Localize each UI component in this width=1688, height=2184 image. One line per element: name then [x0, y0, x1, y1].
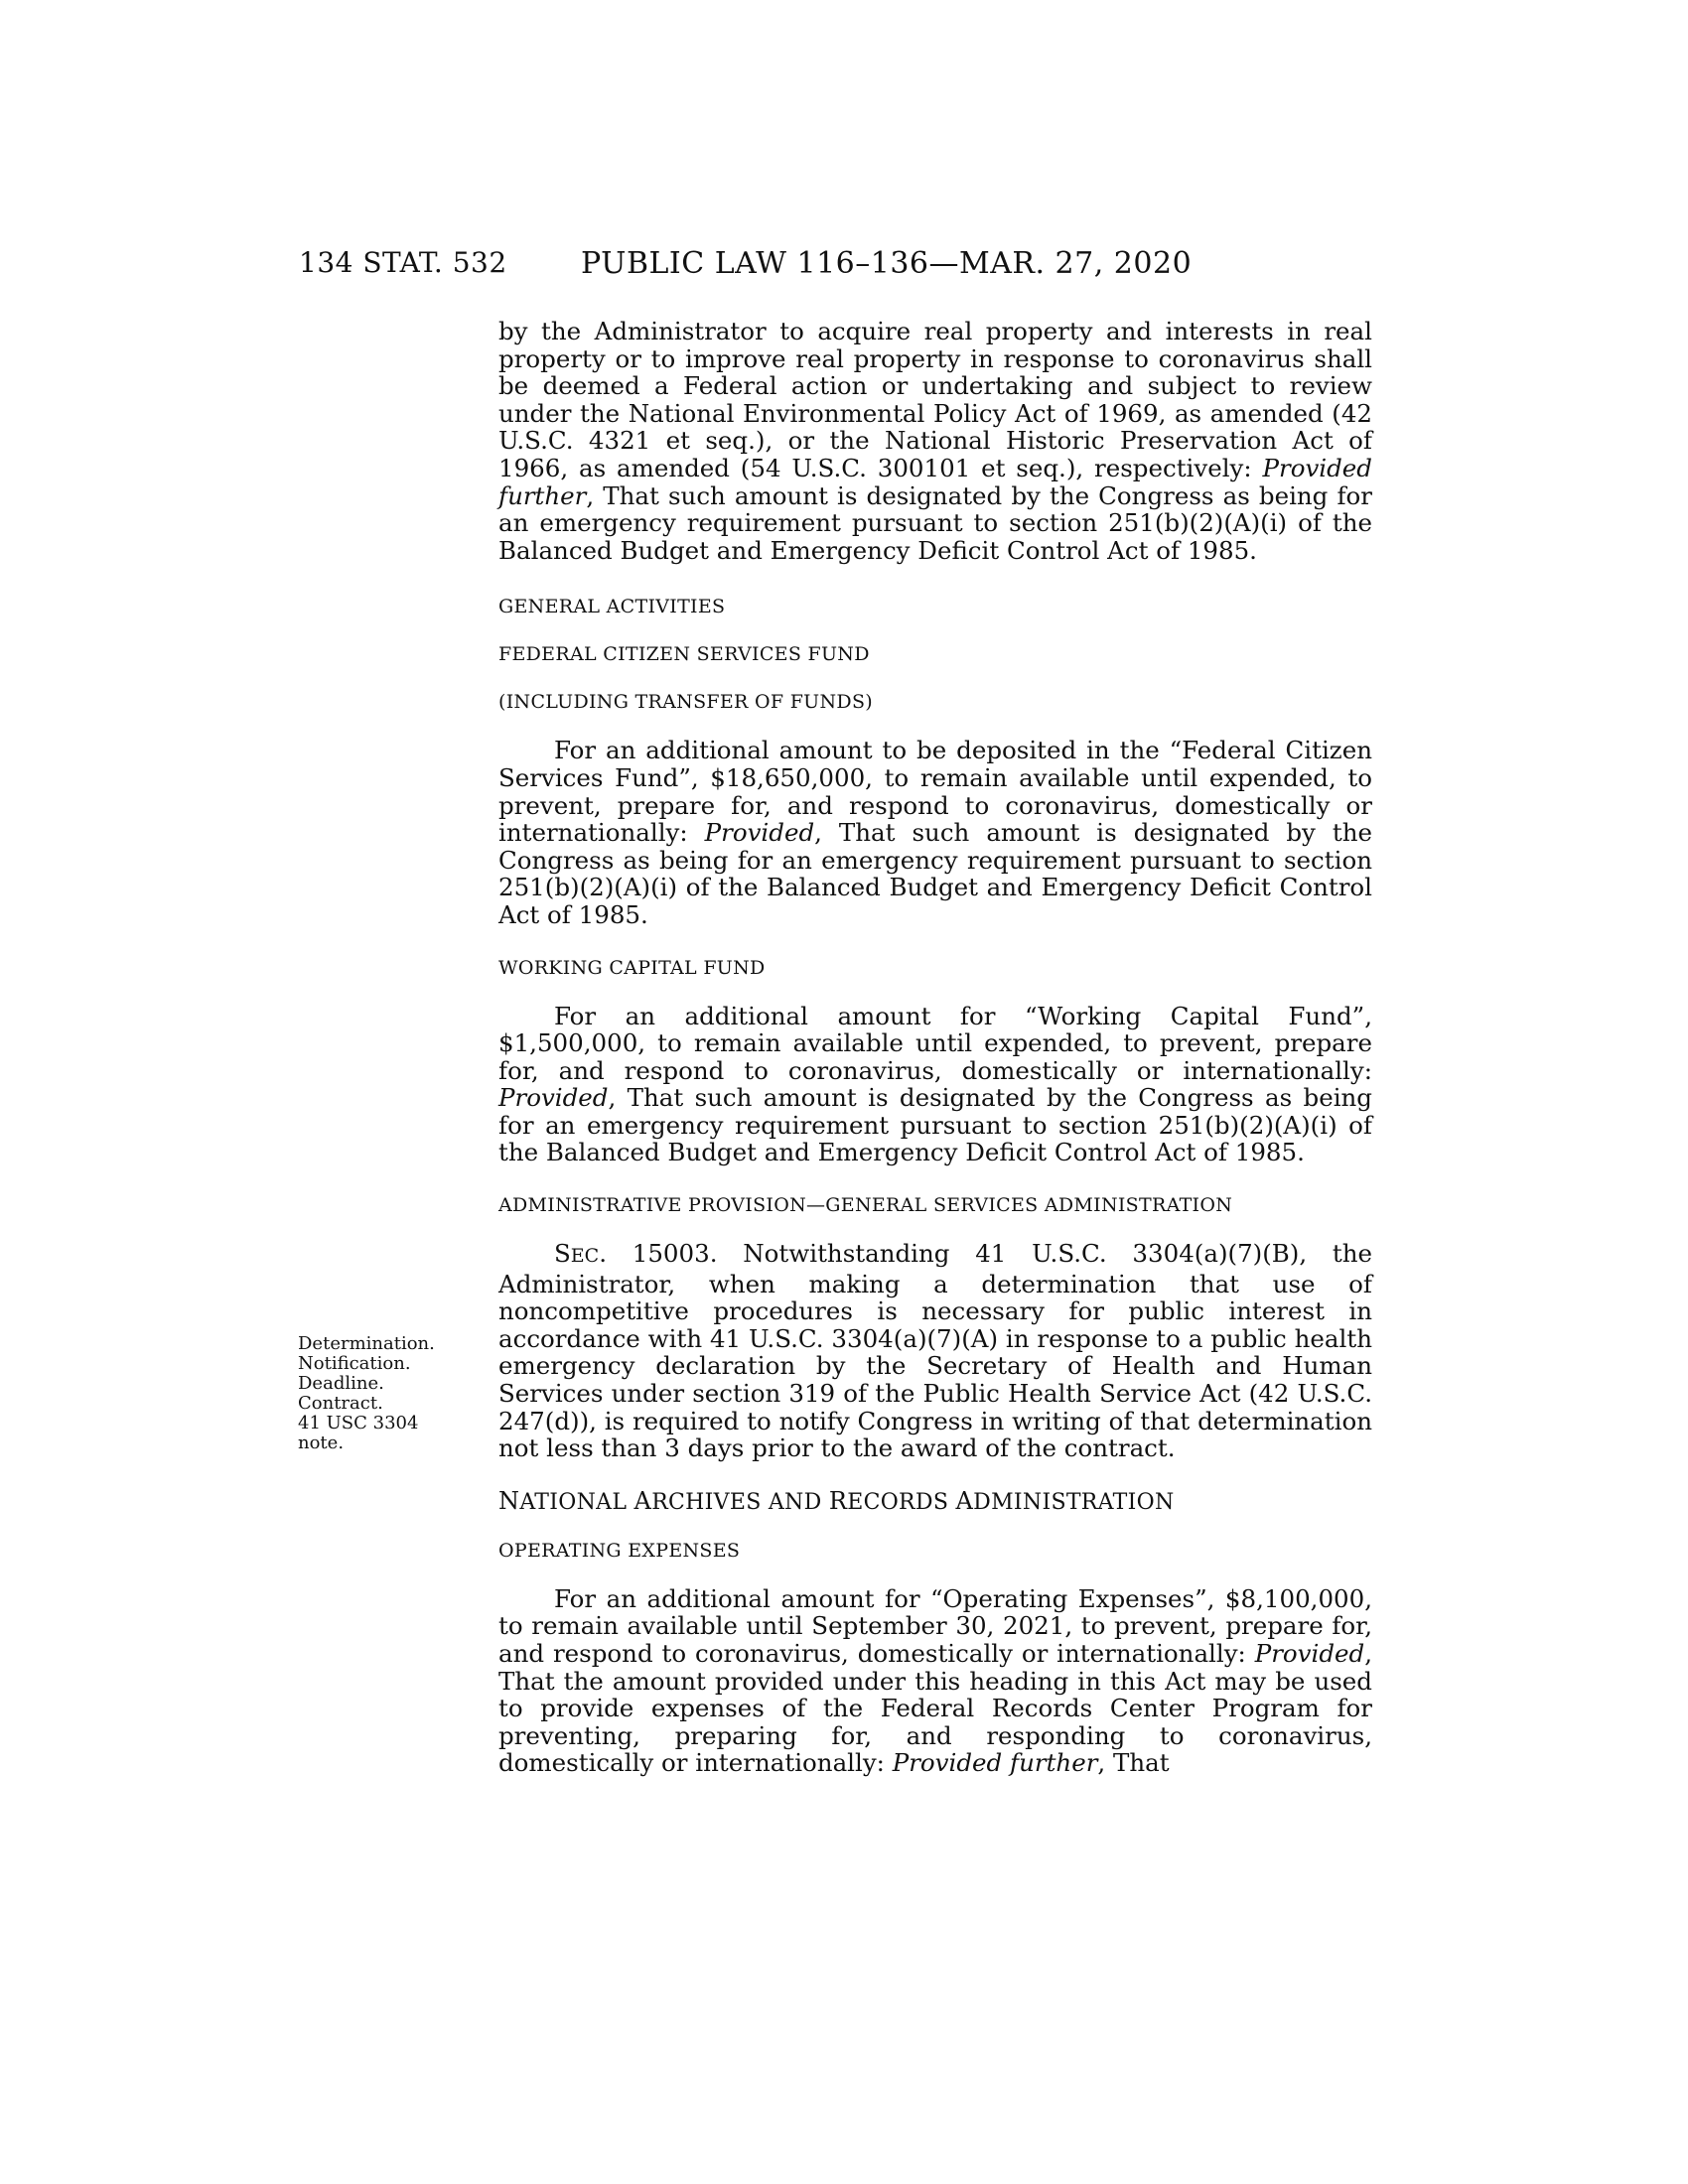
- heading-national-archives: NATIONAL ARCHIVES AND RECORDS ADMINISTRATION: [498, 1486, 1175, 1515]
- margin-note-item: Notification.: [298, 1353, 411, 1374]
- margin-note-item: note.: [298, 1433, 345, 1453]
- page-header: [0, 246, 1688, 286]
- paragraph-continuation: by the Administrator to acquire real property and interests in real property or to improve real property in response to coronavirus shall be deemed a Federal action or undertaking and subject to review under the National Environmental Policy Act of 1969, as amended (42 U.S.C. 4321 et seq.), or the National Historic Preservation Act of 1966, as amended (54 U.S.C. 300101 et seq.), respectively: Provided further, That such amount is designated by the Congress as being for an emergency requirement pursuant to section 251(b)(2)(A)(i) of the Balanced Budget and Emergency Deficit Control Act of 1985.: [498, 317, 1372, 565]
- heading-including-transfer: (INCLUDING TRANSFER OF FUNDS): [498, 691, 873, 714]
- margin-notes: [298, 1334, 457, 1453]
- paragraph-section-15003: SEC. 15003. Notwithstanding 41 U.S.C. 3304(a)(7)(B), the Administrator, when making a determination that use of noncompetitive procedures is necessary for public interest in accordance with 41 U.S.C. 3304(a)(7)(A) in response to a public health emergency declaration by the Secretary of Health and Human Services under section 319 of the Public Health Service Act (42 U.S.C. 247(d)), is required to notify Congress in writing of that determination not less than 3 days prior to the award of the contract.: [498, 1239, 1372, 1463]
- margin-note-item: Determination.: [298, 1333, 435, 1354]
- margin-note-item: 41 USC 3304: [298, 1413, 419, 1433]
- heading-general-activities: GENERAL ACTIVITIES: [498, 596, 726, 618]
- document-body: [498, 318, 1372, 1777]
- heading-federal-citizen-services-fund: FEDERAL CITIZEN SERVICES FUND: [498, 643, 870, 666]
- paragraph-federal-citizen-services: For an additional amount to be deposited in the “Federal Citizen Services Fund”, $18,650,000, to remain available until expended, to prevent, prepare for, and respond to coronavirus, domestically or internationally: Provided, That such amount is designated by the Congress as being for an emergency requirement pursuant to section 251(b)(2)(A)(i) of the Balanced Budget and Emergency Deficit Control Act of 1985.: [498, 736, 1372, 929]
- statute-reference: 134 STAT. 532: [299, 246, 507, 279]
- paragraph-operating-expenses: For an additional amount for “Operating Expenses”, $8,100,000, to remain available until September 30, 2021, to prevent, prepare for, and respond to coronavirus, domestically or internationally: Provided, That the amount provided under this heading in this Act may be used to provide expenses of the Federal Records Center Program for preventing, preparing for, and responding to coronavirus, domestically or internationally: Provided further, That: [498, 1583, 1372, 1778]
- heading-working-capital-fund: WORKING CAPITAL FUND: [498, 956, 766, 979]
- paragraph-working-capital-fund: For an additional amount for “Working Capital Fund”, $1,500,000, to remain available until expended, to prevent, prepare for, and respond to coronavirus, domestically or internationally: Provided, That such amount is designated by the Congress as being for an emergency requirement pursuant to section 251(b)(2)(A)(i) of the Balanced Budget and Emergency Deficit Control Act of 1985.: [498, 1001, 1372, 1167]
- margin-note-item: Contract.: [298, 1393, 383, 1414]
- public-law-title: PUBLIC LAW 116–136—MAR. 27, 2020: [581, 246, 1193, 281]
- margin-note-item: Deadline.: [298, 1373, 384, 1394]
- heading-administrative-provision: ADMINISTRATIVE PROVISION—GENERAL SERVICES ADMINISTRATION: [498, 1194, 1233, 1217]
- heading-operating-expenses: OPERATING EXPENSES: [498, 1539, 741, 1562]
